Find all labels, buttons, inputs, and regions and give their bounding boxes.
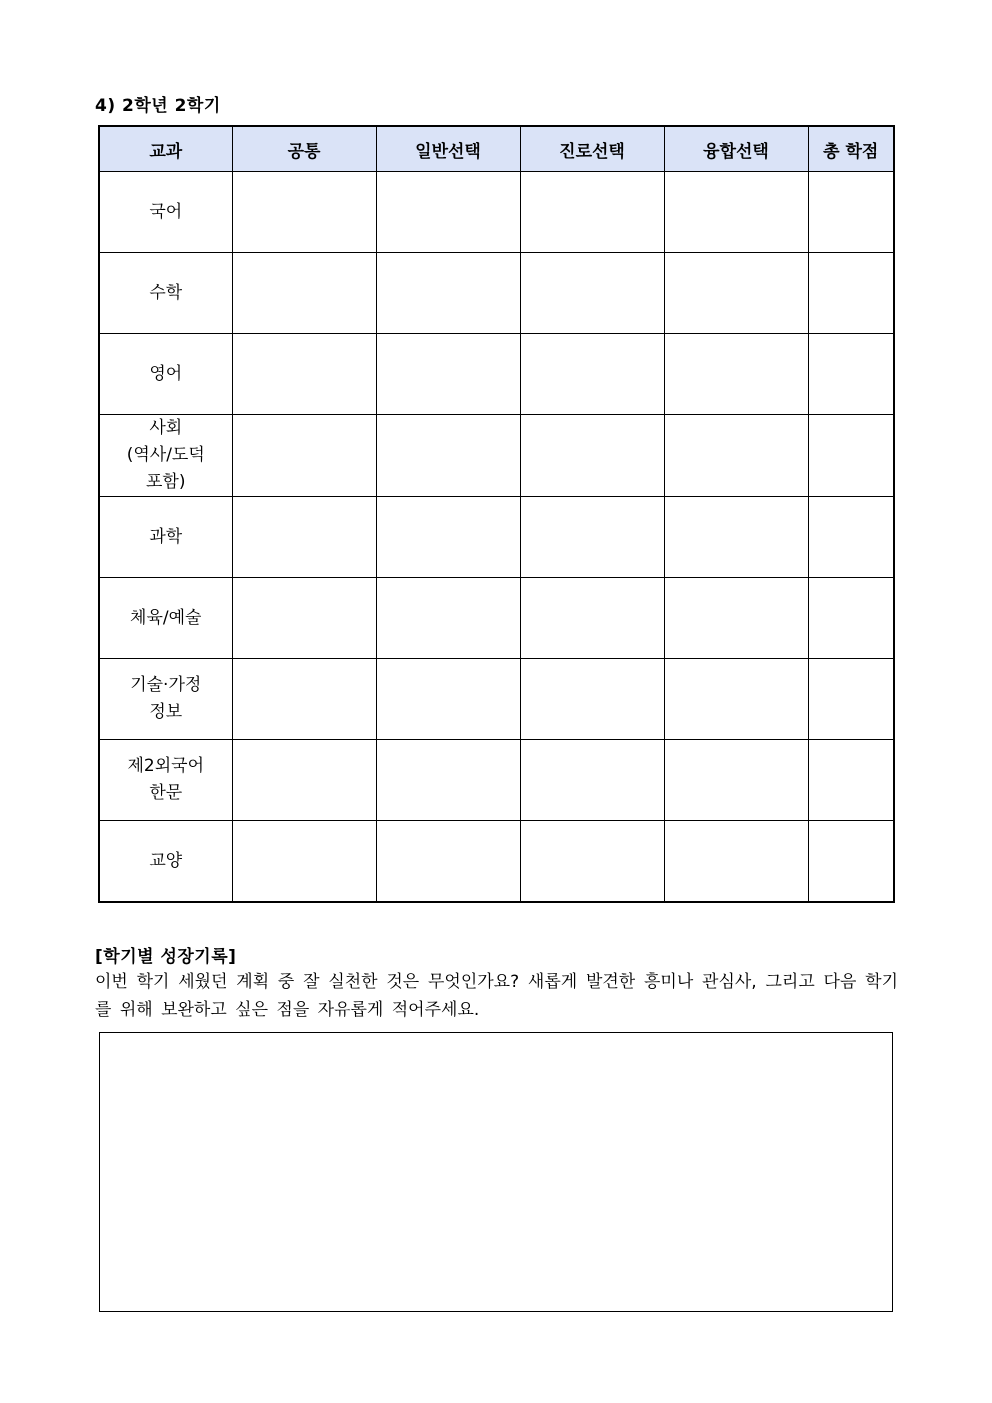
growth-record-title: [학기별 성장기록] — [95, 947, 237, 967]
career-elective-cell[interactable] — [520, 334, 664, 415]
header-career-elective: 진로선택 — [520, 126, 664, 172]
total-credit-cell[interactable] — [808, 740, 894, 821]
table-header-row — [99, 126, 894, 172]
total-credit-cell[interactable] — [808, 253, 894, 334]
subject-cell — [99, 821, 232, 903]
common-credit-cell[interactable] — [232, 659, 376, 740]
convergence-elective-cell[interactable] — [664, 659, 808, 740]
career-elective-cell[interactable] — [520, 253, 664, 334]
subject-cell — [99, 253, 232, 334]
subject-label: 교양 — [149, 850, 183, 871]
general-elective-cell[interactable] — [376, 253, 520, 334]
total-credit-cell[interactable] — [808, 415, 894, 497]
convergence-elective-cell[interactable] — [664, 578, 808, 659]
convergence-elective-cell[interactable] — [664, 821, 808, 903]
header-common: 공통 — [232, 126, 376, 172]
common-credit-cell[interactable] — [232, 497, 376, 578]
growth-record-prompt: 이번 학기 세웠던 계획 중 잘 실천한 것은 무엇인가요? 새롭게 발견한 흥미나 관심사, 그리고 다음 학기를 위해 보완하고 싶은 점을 자유롭게 적어주세요. — [95, 972, 898, 1020]
common-credit-cell[interactable] — [232, 253, 376, 334]
general-elective-cell[interactable] — [376, 415, 520, 497]
subject-label: 수학 — [149, 282, 183, 303]
subject-label: 국어 — [149, 201, 183, 222]
header-general-elective: 일반선택 — [376, 126, 520, 172]
table-row — [99, 172, 894, 253]
common-credit-cell[interactable] — [232, 172, 376, 253]
career-elective-cell[interactable] — [520, 578, 664, 659]
general-elective-cell[interactable] — [376, 172, 520, 253]
table-row — [99, 740, 894, 821]
career-elective-cell[interactable] — [520, 740, 664, 821]
total-credit-cell[interactable] — [808, 578, 894, 659]
career-elective-cell[interactable] — [520, 497, 664, 578]
subject-cell — [99, 740, 232, 821]
total-credit-cell[interactable] — [808, 497, 894, 578]
convergence-elective-cell[interactable] — [664, 740, 808, 821]
subject-label: 영어 — [149, 363, 183, 384]
subject-cell — [99, 415, 232, 497]
general-elective-cell[interactable] — [376, 497, 520, 578]
convergence-elective-cell[interactable] — [664, 253, 808, 334]
career-elective-cell[interactable] — [520, 172, 664, 253]
convergence-elective-cell[interactable] — [664, 497, 808, 578]
general-elective-cell[interactable] — [376, 821, 520, 903]
subject-label: 체육/예술 — [130, 607, 202, 628]
total-credit-cell[interactable] — [808, 172, 894, 253]
table-row — [99, 253, 894, 334]
header-total-credits: 총 학점 — [808, 126, 894, 172]
general-elective-cell[interactable] — [376, 578, 520, 659]
subject-cell — [99, 578, 232, 659]
section-title: 4) 2학년 2학기 — [95, 96, 221, 116]
total-credit-cell[interactable] — [808, 334, 894, 415]
subject-label: 제2외국어 한문 — [127, 756, 204, 803]
convergence-elective-cell[interactable] — [664, 172, 808, 253]
convergence-elective-cell[interactable] — [664, 334, 808, 415]
header-convergence-elective: 융합선택 — [664, 126, 808, 172]
total-credit-cell[interactable] — [808, 659, 894, 740]
common-credit-cell[interactable] — [232, 740, 376, 821]
common-credit-cell[interactable] — [232, 415, 376, 497]
credit-table — [98, 125, 895, 903]
total-credit-cell[interactable] — [808, 821, 894, 903]
common-credit-cell[interactable] — [232, 578, 376, 659]
subject-label: 사회 (역사/도덕 포함) — [126, 418, 205, 492]
subject-label: 과학 — [149, 526, 183, 547]
general-elective-cell[interactable] — [376, 334, 520, 415]
convergence-elective-cell[interactable] — [664, 415, 808, 497]
common-credit-cell[interactable] — [232, 334, 376, 415]
subject-cell — [99, 497, 232, 578]
table-row — [99, 334, 894, 415]
career-elective-cell[interactable] — [520, 415, 664, 497]
subject-cell — [99, 334, 232, 415]
subject-label: 기술·가정 정보 — [130, 675, 202, 722]
subject-cell — [99, 659, 232, 740]
table-row — [99, 578, 894, 659]
growth-record-answer-box[interactable] — [99, 1032, 893, 1312]
general-elective-cell[interactable] — [376, 740, 520, 821]
table-row — [99, 497, 894, 578]
header-subject: 교과 — [99, 126, 232, 172]
career-elective-cell[interactable] — [520, 659, 664, 740]
table-row — [99, 415, 894, 497]
table-row — [99, 659, 894, 740]
common-credit-cell[interactable] — [232, 821, 376, 903]
table-row — [99, 821, 894, 903]
subject-cell — [99, 172, 232, 253]
career-elective-cell[interactable] — [520, 821, 664, 903]
general-elective-cell[interactable] — [376, 659, 520, 740]
